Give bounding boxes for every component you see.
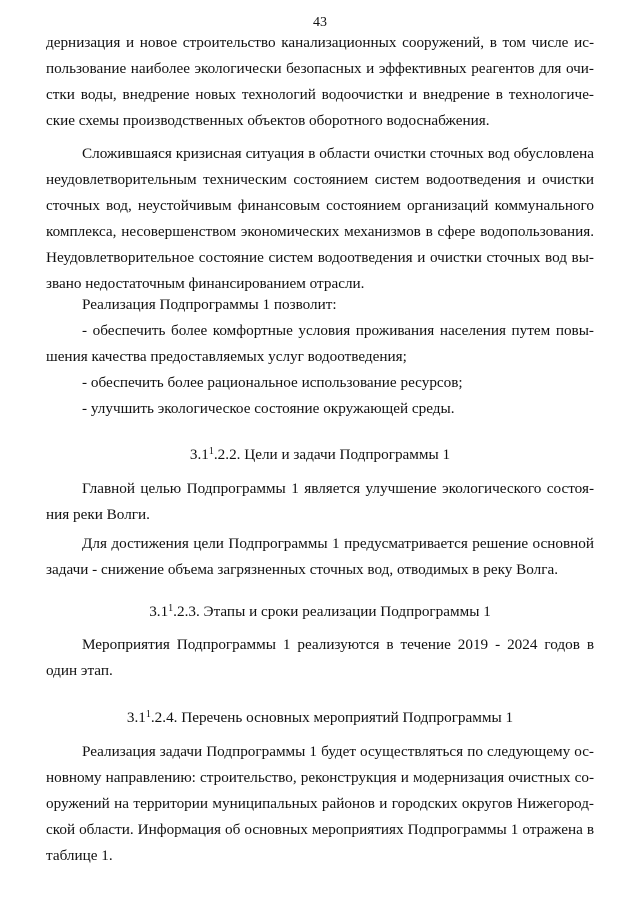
paragraph-continuation xyxy=(46,30,594,134)
heading-text: .2.4. Перечень основных мероприятий Подпрограммы 1 xyxy=(150,709,514,726)
text-line: Реализация задачи Подпрограммы 1 будет осуществляться по следующему ос- xyxy=(82,743,594,760)
heading-prefix: 3.1 xyxy=(126,709,146,726)
text-line: один этап. xyxy=(46,662,113,679)
page-number: 43 xyxy=(313,15,327,30)
text-line: Реализация Подпрограммы 1 позволит: xyxy=(82,296,337,313)
heading-prefix: 3.1 xyxy=(149,603,169,620)
paragraph-timeline xyxy=(46,632,594,684)
text-line: ские схемы производственных объектов оборотного водоснабжения. xyxy=(46,112,490,129)
text-line: Главной целью Подпрограммы 1 является улучшение экологического состоя- xyxy=(82,480,594,497)
text-line: оружений на территории муниципальных районов и городских округов Нижегород- xyxy=(46,795,594,812)
text-line: пользование наиболее экологически безопасных и эффективных реагентов для очи- xyxy=(46,60,594,77)
list-item: - обеспечить более рациональное использование ресурсов; xyxy=(82,374,463,391)
paragraph-crisis xyxy=(46,141,594,297)
text-line: шения качества предоставляемых услуг водоотведения; xyxy=(46,348,407,365)
text-line: дернизация и новое строительство канализационных сооружений, в том числе ис- xyxy=(46,34,594,51)
section-heading xyxy=(0,705,640,728)
paragraph-goal xyxy=(46,476,594,528)
list-item: - улучшить экологическое состояние окружающей среды. xyxy=(82,400,455,417)
heading-text: .2.3. Этапы и сроки реализации Подпрограммы 1 xyxy=(173,603,491,620)
text-line: сточных вод, неустойчивым финансовым состоянием организаций коммунального xyxy=(46,197,594,214)
text-line: звано недостаточным финансированием отрасли. xyxy=(46,275,365,292)
heading-superscript: 1 xyxy=(208,446,214,457)
paragraph-activities xyxy=(46,739,594,869)
text-line: ния реки Волги. xyxy=(46,506,150,523)
text-line: Сложившаяся кризисная ситуация в области очистки сточных вод обусловлена xyxy=(82,145,594,162)
text-line: ской области. Информация об основных мероприятиях Подпрограммы 1 отражена в xyxy=(46,821,594,838)
text-line: новному направлению: строительство, реконструкция и модернизация очистных со- xyxy=(46,769,594,786)
section-heading xyxy=(0,442,640,465)
text-line: Неудовлетворительное состояние систем водоотведения и очистки сточных вод вы- xyxy=(46,249,594,266)
heading-text: .2.2. Цели и задачи Подпрограммы 1 xyxy=(213,446,451,463)
heading-superscript: 1 xyxy=(145,709,151,720)
text-line: неудовлетворительным техническим состоянием систем водоотведения и очистки xyxy=(46,171,594,188)
paragraph-benefits xyxy=(46,292,594,422)
paragraph-task xyxy=(46,531,594,583)
text-line: задачи - снижение объема загрязненных сточных вод, отводимых в реку Волга. xyxy=(46,561,559,578)
list-item: - обеспечить более комфортные условия проживания населения путем повы- xyxy=(82,322,594,339)
text-line: Для достижения цели Подпрограммы 1 предусматривается решение основной xyxy=(82,535,594,552)
text-line: Мероприятия Подпрограммы 1 реализуются в течение 2019 - 2024 годов в xyxy=(82,636,594,653)
text-line: комплекса, несовершенством экономических механизмов в сфере водопользования. xyxy=(46,223,594,240)
heading-superscript: 1 xyxy=(168,603,174,614)
heading-prefix: 3.1 xyxy=(189,446,209,463)
text-line: стки воды, внедрение новых технологий водоочистки и внедрение в технологиче- xyxy=(46,86,594,103)
section-heading xyxy=(0,599,640,622)
text-line: таблице 1. xyxy=(46,847,113,864)
